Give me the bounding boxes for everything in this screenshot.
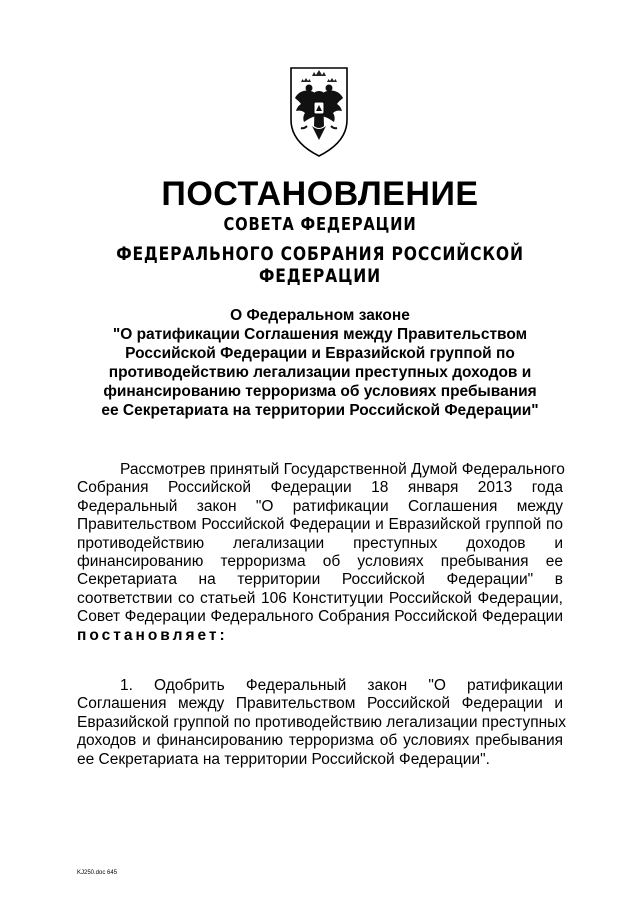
paragraph-line: финансированию терроризма об условиях пребывания ее (77, 553, 563, 571)
paragraph-line: противодействию легализации преступных доходов и (77, 534, 563, 552)
paragraph-line: Федеральный закон "О ратификации Соглашения между (77, 497, 563, 515)
subject-line: О Федеральном законе (230, 307, 410, 324)
paragraph-line: Собрания Российской Федерации 18 января 2013 года (77, 479, 563, 497)
paragraph-line: ее Секретариата на территории Российской Федерации". (77, 750, 490, 768)
subject-line: "О ратификации Соглашения между Правительством (112, 326, 528, 343)
paragraph-line: Евразийской группой по противодействию легализации преступных (77, 713, 567, 731)
document-title: ПОСТАНОВЛЕНИЕ (161, 175, 479, 213)
paragraph-line: доходов и финансированию терроризма об условиях пребывания (77, 732, 563, 750)
paragraph-line: Правительством Российской Федерации и Евразийской группой по (77, 516, 563, 534)
paragraph-line: соответствии со статьей 106 Конституции Российской Федерации, (77, 589, 563, 607)
subject-line: ее Секретариата на территории Российской Федерации" (101, 402, 539, 419)
decree-word: постановляет: (77, 626, 228, 644)
paragraph-line: Соглашения между Правительством Российской Федерации и (77, 695, 563, 713)
subject-line: противодействию легализации преступных доходов и (108, 364, 532, 381)
russian-coat-of-arms-icon (279, 64, 359, 160)
resolution-item-1 (77, 677, 567, 769)
subject-line: финансированию терроризма об условиях пребывания (103, 383, 537, 400)
document-subject (80, 306, 560, 420)
issuing-body-line2: ФЕДЕРАЛЬНОГО СОБРАНИЯ РОССИЙСКОЙ ФЕДЕРАЦИИ (116, 243, 524, 287)
paragraph-line: Рассмотрев принятый Государственной Думой Федерального (120, 461, 565, 478)
file-reference: KJ250.doc 645 (77, 870, 118, 876)
paragraph-line: 1. Одобрить Федеральный закон "О ратификации (120, 677, 563, 694)
paragraph-line: Совет Федерации Федерального Собрания Российской Федерации (77, 608, 563, 626)
subject-line: Российской Федерации и Евразийской группой по (125, 345, 515, 362)
preamble-paragraph (77, 461, 563, 645)
paragraph-line: Секретариата на территории Российской Федерации" в (77, 571, 563, 589)
issuing-body-line1: СОВЕТА ФЕДЕРАЦИИ (223, 214, 417, 235)
